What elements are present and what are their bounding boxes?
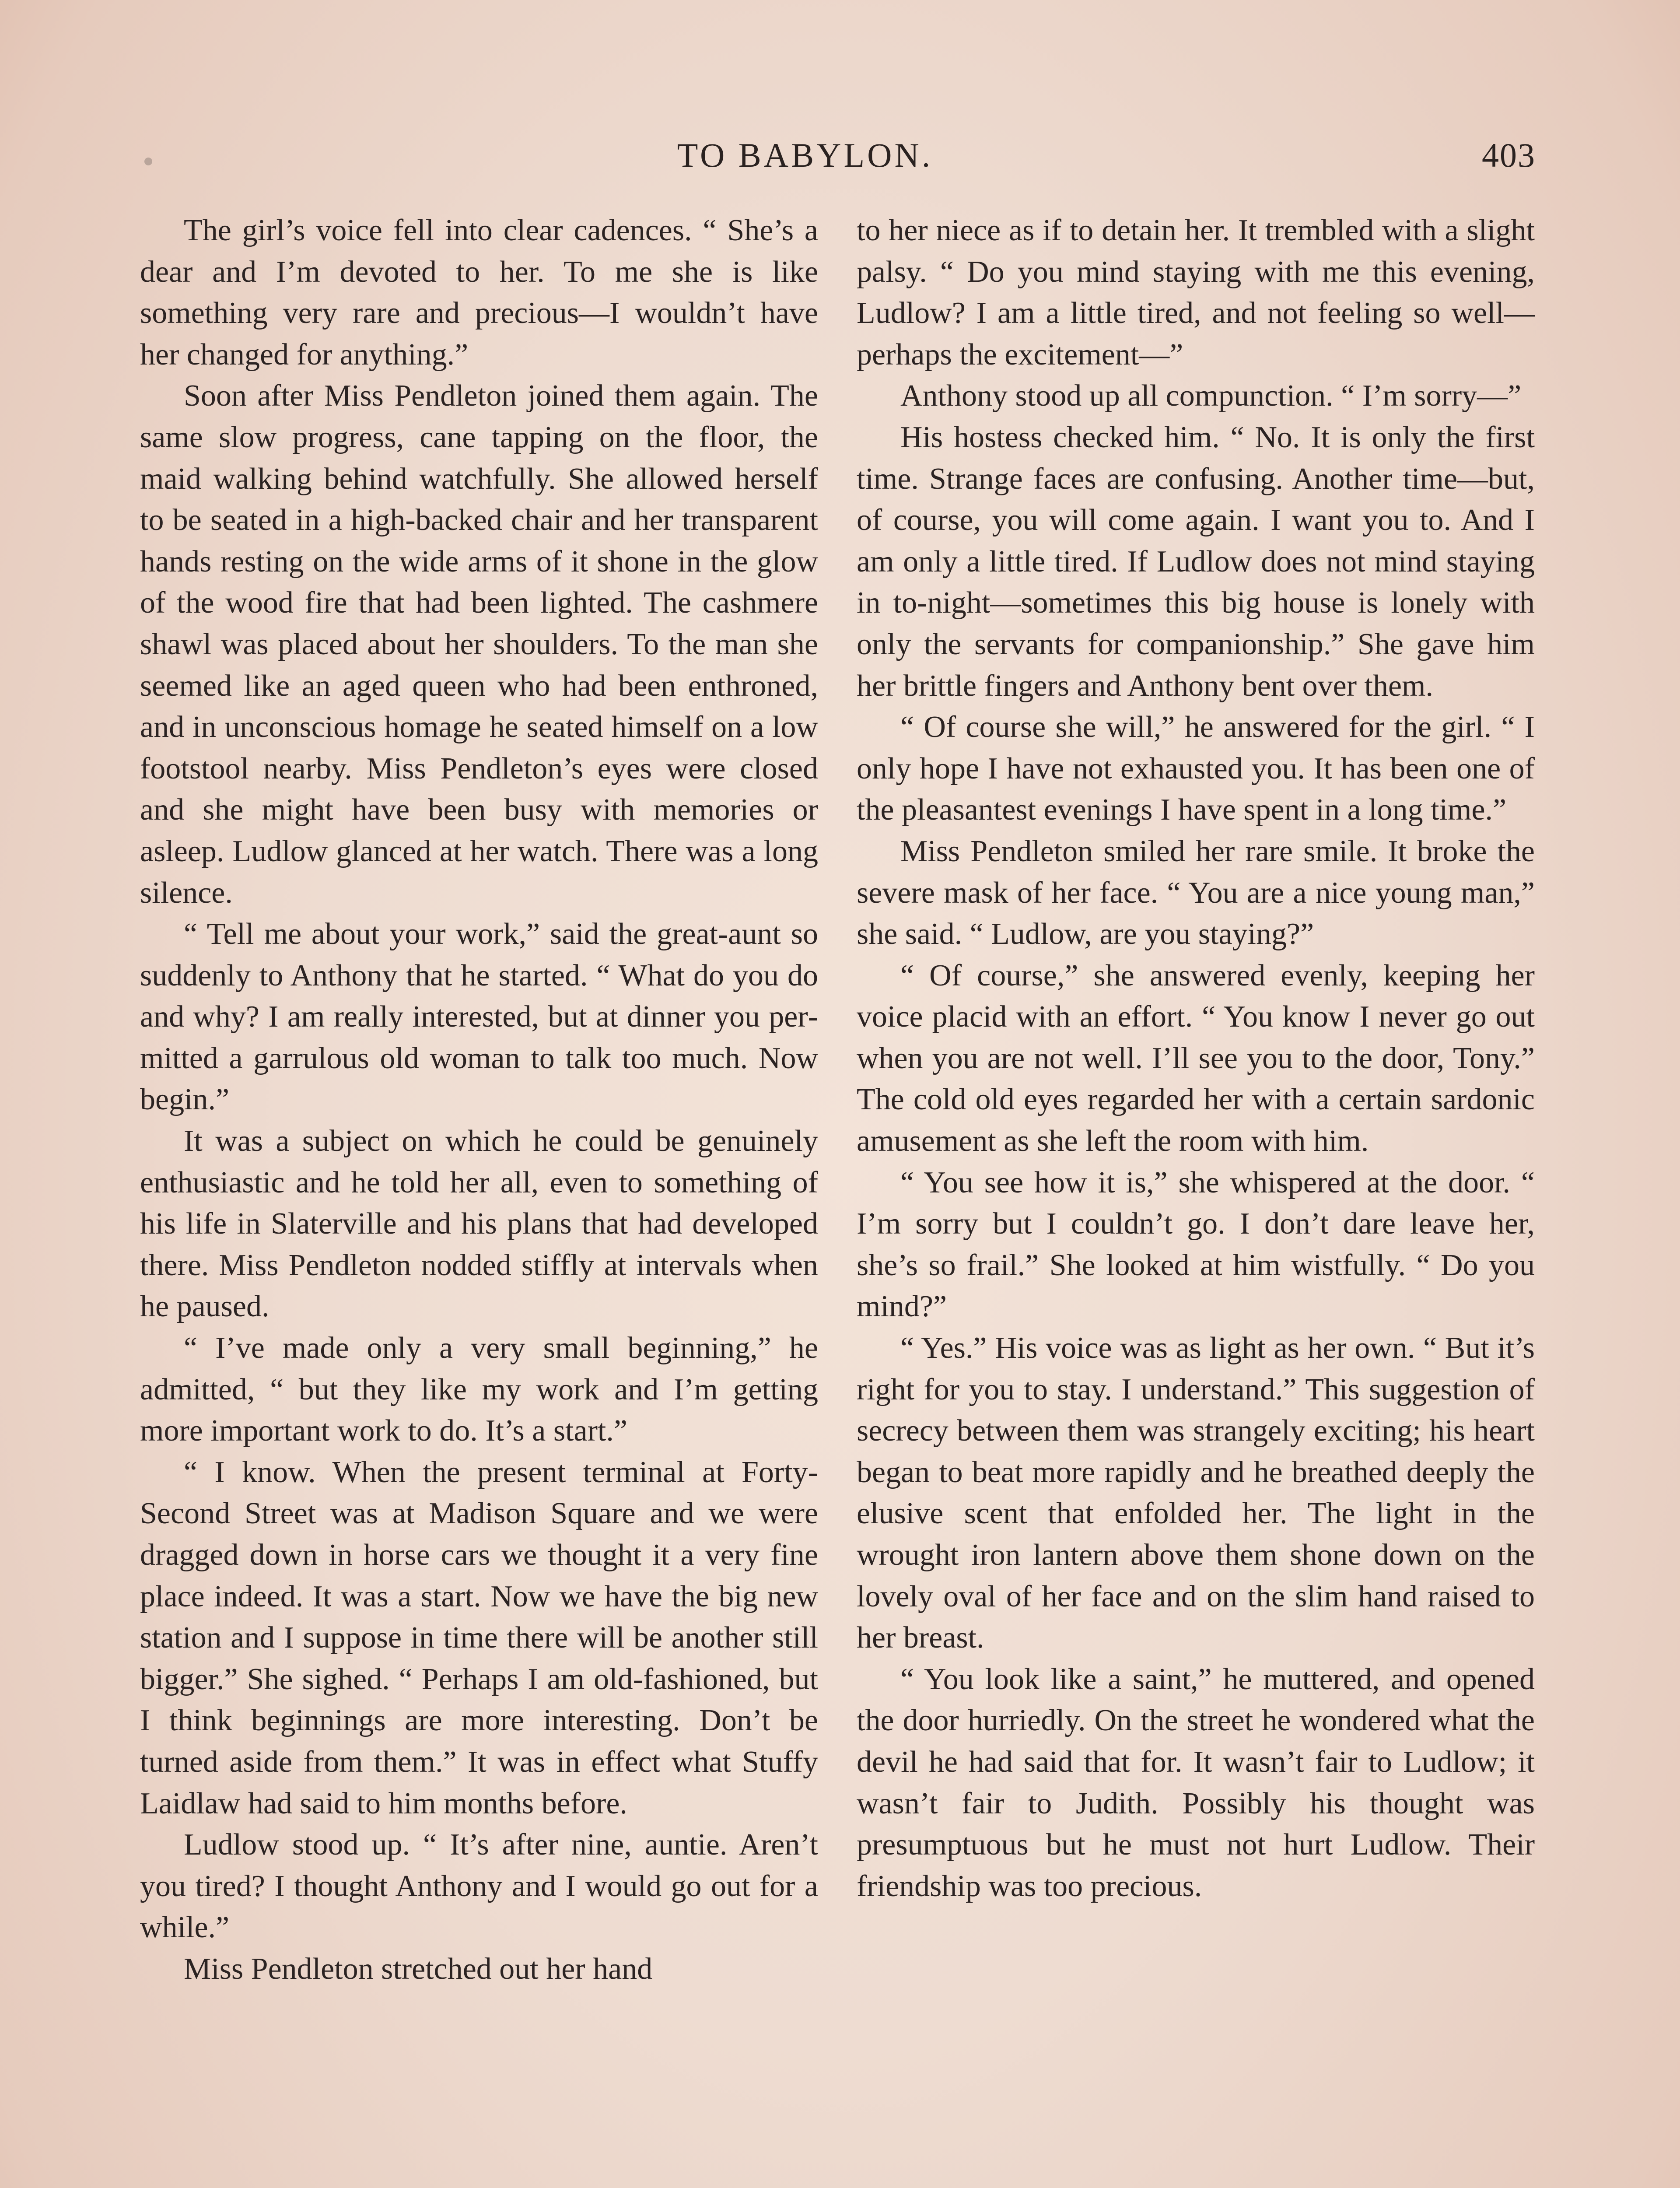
paragraph: Soon after Miss Pendleton joined them again. The same slow progress, cane tapping on the floor, the maid walking behind watchfully. She allowed herself to be seated in a high-backed chair and her transparent hands resting on the wide arms of it shone in the glow of the wood fire that had been lighted. The cashmere shawl was placed about her shoulders. To the man she seemed like an aged queen who had been enthroned, and in unconscious homage he seated himself on a low footstool nearby. Miss Pendleton’s eyes were closed and she might have been busy with memories or asleep. Ludlow glanced at her watch. There was a long silence. — [140, 379, 818, 910]
paragraph: “ Of course,” she answered evenly, keeping her voice placid with an effort. “ You know I never go out when you are not well. I’ll see you to the door, Tony.” The cold old eyes regarded her with a certain sardonic amusement as she left the room with him. — [857, 958, 1535, 1158]
page-number: 403 — [1482, 136, 1536, 174]
paragraph: “ I’ve made only a very small beginning,” he admitted, “ but they like my work and I’m getting more important work to do. It’s a start.” — [140, 1331, 818, 1448]
paragraph: “ Tell me about your work,” said the great-aunt so suddenly to Anthony that he started. “ What do you do and why? I am really interested, but at dinner you permitted a garrulous old woman to talk too much. Now begin.” — [140, 917, 818, 1117]
right-column — [857, 210, 1535, 1907]
paragraph: “ Of course she will,” he answered for the girl. “ I only hope I have not exhausted you. It has been one of the pleasantest evenings I have spent in a long time.” — [857, 710, 1535, 827]
paragraph: The girl’s voice fell into clear cadences. “ She’s a dear and I’m devoted to her. To me she is like something very rare and precious—I wouldn’t have her changed for anything.” — [140, 214, 818, 372]
paragraph: Miss Pendleton smiled her rare smile. It broke the severe mask of her face. “ You are a nice young man,” she said. “ Ludlow, are you staying?” — [857, 834, 1535, 951]
paragraph: His hostess checked him. “ No. It is only the first time. Strange faces are confusing. Another time—but, of course, you will come again. I want you to. And I am only a little tired. If Ludlow does not mind staying in to-night—sometimes this big house is lonely with only the servants for companionship.” She gave him her brittle fingers and Anthony bent over them. — [857, 420, 1535, 703]
paragraph: “ I know. When the present terminal at Forty-Second Street was at Madison Square and we were dragged down in horse cars we thought it a very fine place indeed. It was a start. Now we have the big new station and I suppose in time there will be another still bigger.” She sighed. “ Perhaps I am old-fashioned, but I think beginnings are more interesting. Don’t be turned aside from them.” It was in effect what Stuffy Laidlaw had said to him months before. — [140, 1455, 818, 1820]
page-header — [0, 131, 1680, 179]
paragraph: “ You look like a saint,” he muttered, and opened the door hurriedly. On the street he wondered what the devil he had said that for. It wasn’t fair to Ludlow; it wasn’t fair to Judith. Possibly his thought was presumptuous but he must not hurt Ludlow. Their friendship was too precious. — [857, 1662, 1535, 1903]
paragraph: Ludlow stood up. “ It’s after nine, auntie. Aren’t you tired? I thought Anthony and I would go out for a while.” — [140, 1828, 818, 1945]
paragraph: Anthony stood up all compunction. “ I’m sorry—” — [900, 379, 1522, 413]
paragraph: to her niece as if to detain her. It trembled with a slight palsy. “ Do you mind staying with me this evening, Ludlow? I am a little tired, and not feeling so well—perhaps the excitement—” — [857, 214, 1535, 372]
left-column — [140, 210, 818, 1990]
paragraph: “ Yes.” His voice was as light as her own. “ But it’s right for you to stay. I understand.” This suggestion of secrecy between them was strangely exciting; his heart began to beat more rapidly and he breathed deeply the elusive scent that enfolded her. The light in the wrought iron lantern above them shone down on the lovely oval of her face and on the slim hand raised to her breast. — [857, 1331, 1535, 1655]
paragraph: “ You see how it is,” she whispered at the door. “ I’m sorry but I couldn’t go. I don’t dare leave her, she’s so frail.” She looked at him wistfully. “ Do you mind?” — [857, 1165, 1535, 1324]
paragraph: It was a subject on which he could be genuinely enthusiastic and he told her all, even to something of his life in Slaterville and his plans that had developed there. Miss Pendleton nodded stiffly at intervals when he paused. — [140, 1124, 818, 1324]
running-title: TO BABYLON. — [677, 136, 933, 174]
paragraph: Miss Pendleton stretched out her hand — [184, 1952, 653, 1986]
